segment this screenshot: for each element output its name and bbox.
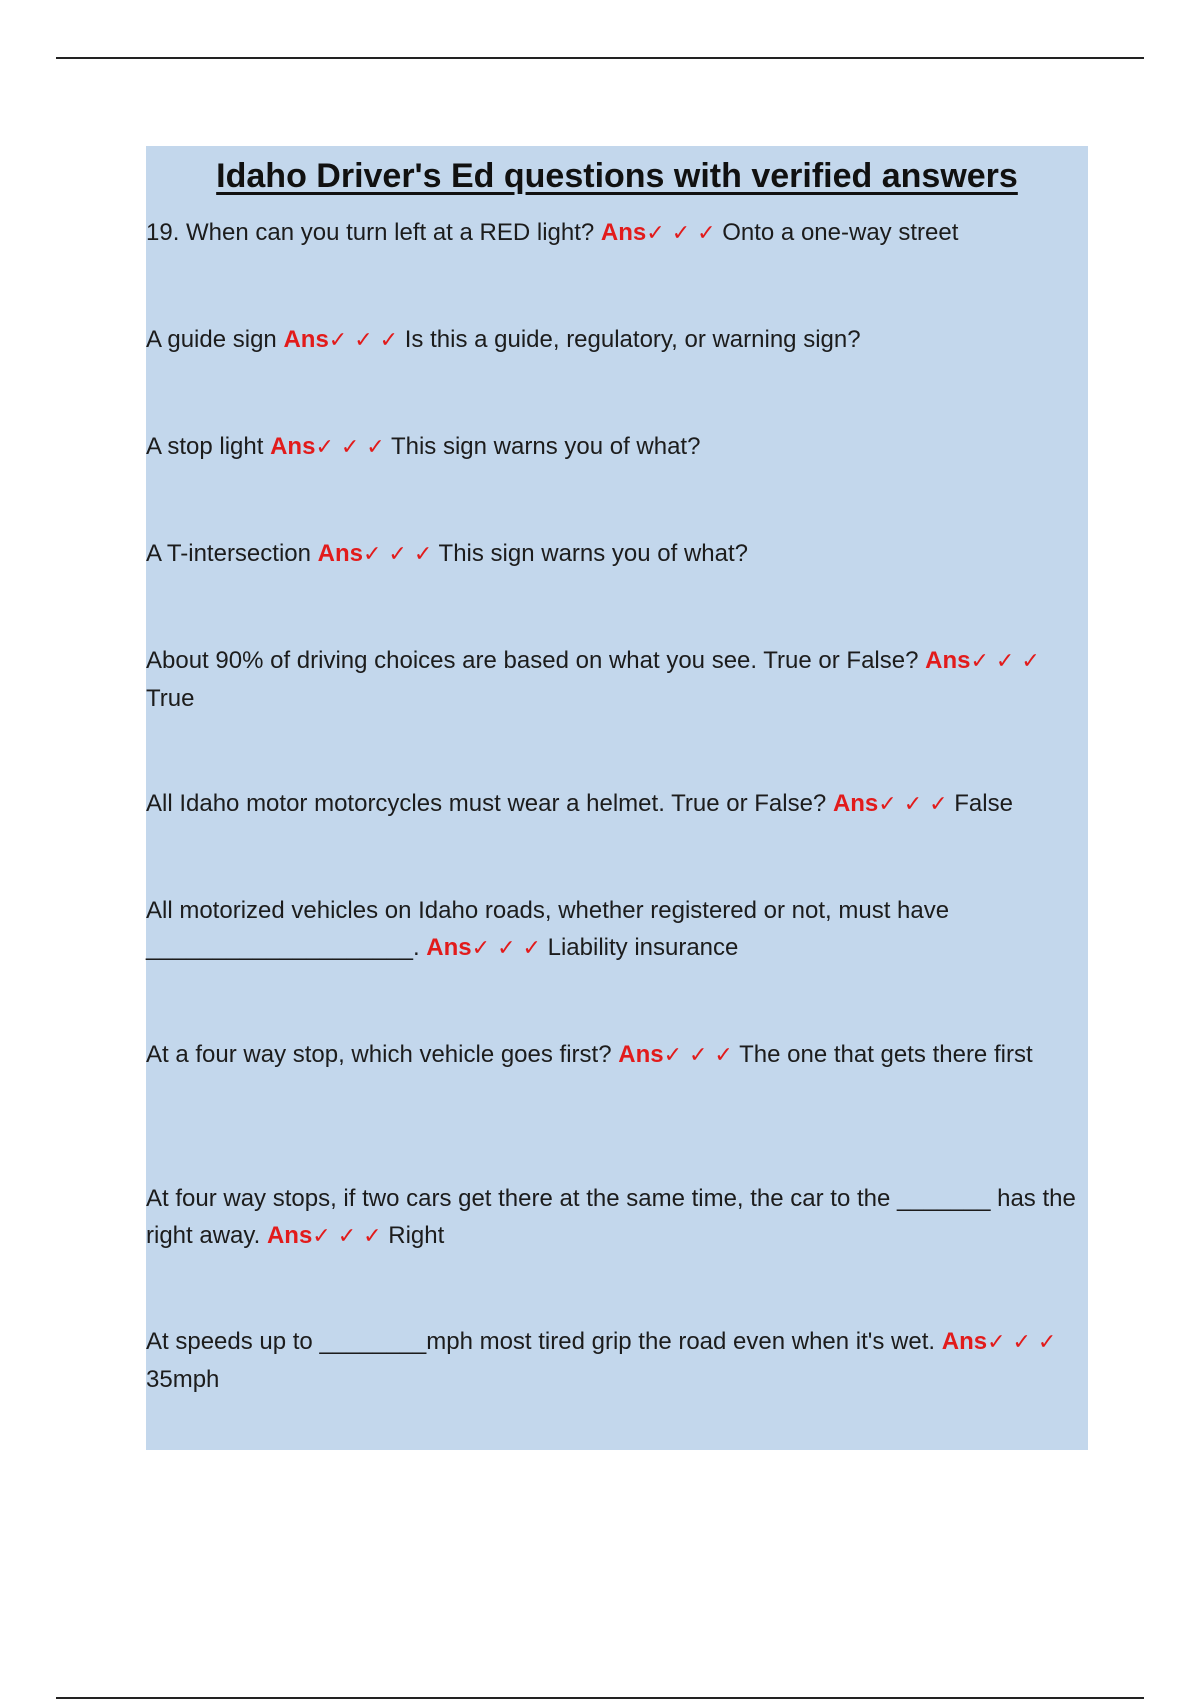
answer-text: Onto a one-way street xyxy=(722,219,959,246)
answer-text: This sign warns you of what? xyxy=(390,433,701,460)
qa-item xyxy=(146,785,1088,823)
answer-label: Ans xyxy=(266,1222,313,1249)
answer-label: Ans xyxy=(270,433,316,460)
answer-label: Ans xyxy=(317,540,363,567)
qa-item xyxy=(146,535,1088,573)
qa-item xyxy=(146,428,1088,466)
check-marks: ✓ ✓ ✓ xyxy=(315,435,385,460)
question-text: All Idaho motor motorcycles must wear a helmet. True or False? xyxy=(146,790,827,817)
question-text: At speeds up to ________mph most tired grip the road even when it's wet. xyxy=(146,1328,936,1355)
bottom-rule xyxy=(56,1697,1144,1699)
answer-label: Ans xyxy=(832,790,879,817)
question-text: All motorized vehicles on Idaho roads, whether registered or not, must have ____________________. xyxy=(146,897,950,961)
answer-label: Ans xyxy=(426,934,472,961)
check-marks: ✓ ✓ ✓ xyxy=(663,1043,733,1068)
answer-text: True xyxy=(146,685,195,712)
answer-text: Right xyxy=(388,1222,445,1249)
top-rule xyxy=(56,57,1144,59)
answer-text: The one that gets there first xyxy=(739,1041,1033,1068)
qa-item xyxy=(146,321,1088,359)
answer-text: 35mph xyxy=(146,1366,220,1393)
qa-item xyxy=(146,892,1088,967)
question-text: A stop light xyxy=(146,433,264,460)
question-text: A T-intersection xyxy=(146,540,311,567)
answer-text: Is this a guide, regulatory, or warning sign? xyxy=(404,326,861,353)
answer-text: This sign warns you of what? xyxy=(438,540,749,567)
qa-item xyxy=(146,214,1088,252)
answer-text: Liability insurance xyxy=(547,934,739,961)
question-text: At a four way stop, which vehicle goes first? xyxy=(146,1041,612,1068)
check-marks: ✓ ✓ ✓ xyxy=(987,1330,1057,1355)
check-marks: ✓ ✓ ✓ xyxy=(328,328,399,353)
qa-item xyxy=(146,1036,1088,1074)
qa-item xyxy=(146,642,1088,717)
check-marks: ✓ ✓ ✓ xyxy=(970,649,1040,674)
check-marks: ✓ ✓ ✓ xyxy=(363,542,433,567)
question-text: 19. When can you turn left at a RED light? xyxy=(146,219,595,246)
document-title: Idaho Driver's Ed questions with verified answers xyxy=(216,157,1018,195)
check-marks: ✓ ✓ ✓ xyxy=(878,792,948,817)
question-text: A guide sign xyxy=(146,326,277,353)
qa-item xyxy=(146,1323,1088,1398)
content-panel xyxy=(146,146,1088,1450)
answer-text: False xyxy=(954,790,1013,817)
check-marks: ✓ ✓ ✓ xyxy=(312,1224,382,1249)
question-text: At four way stops, if two cars get there at the same time, the car to the _______ has the right away. xyxy=(146,1185,1076,1249)
question-text: About 90% of driving choices are based on what you see. True or False? xyxy=(146,647,919,674)
answer-label: Ans xyxy=(618,1041,664,1068)
check-marks: ✓ ✓ ✓ xyxy=(471,936,541,961)
check-marks: ✓ ✓ ✓ xyxy=(646,221,716,246)
answer-label: Ans xyxy=(941,1328,988,1355)
answer-label: Ans xyxy=(925,647,971,674)
answer-label: Ans xyxy=(283,326,329,353)
answer-label: Ans xyxy=(600,219,647,246)
qa-item xyxy=(146,1180,1088,1255)
